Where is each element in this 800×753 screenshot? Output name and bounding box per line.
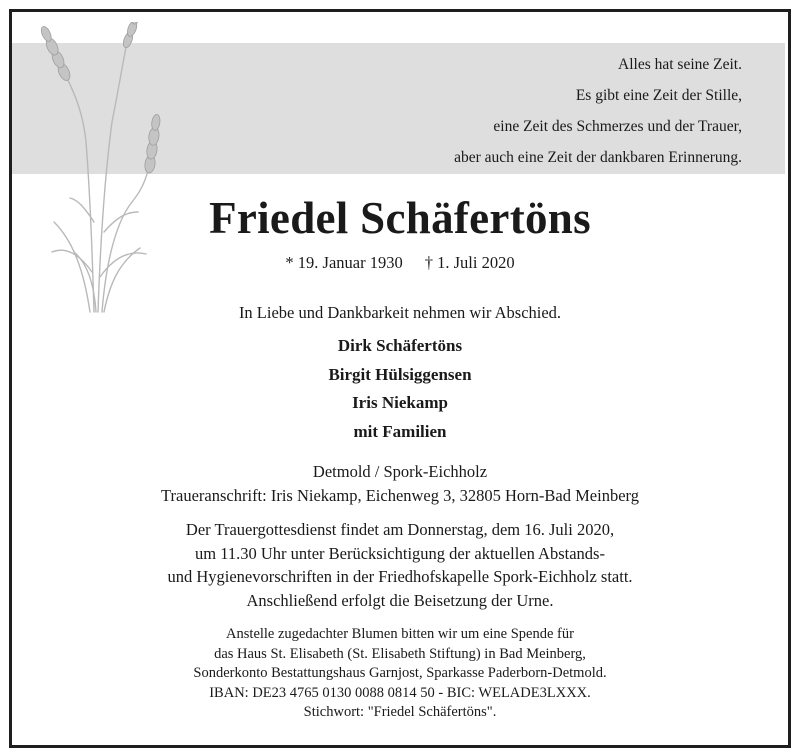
donation-line: Sonderkonto Bestattungshaus Garnjost, Sparkasse Paderborn-Detmold. — [193, 665, 607, 681]
deceased-name: Friedel Schäfertöns — [209, 193, 591, 243]
donation-info — [0, 625, 800, 723]
life-dates — [0, 251, 800, 275]
birth-date: * 19. Januar 1930 — [285, 253, 403, 272]
service-line: Anschließend erfolgt die Beisetzung der Urne. — [246, 590, 554, 610]
service-line: Der Trauergottesdienst findet am Donnerstag, dem 16. Juli 2020, — [185, 520, 615, 539]
quote-line: aber auch eine Zeit der dankbaren Erinnerung. — [454, 149, 742, 166]
mourners-list — [0, 332, 800, 446]
quote — [454, 49, 742, 173]
service-line: und Hygienevorschriften in der Friedhofskapelle Spork-Eichholz statt. — [167, 567, 633, 586]
mourner-name: Iris Niekamp — [352, 393, 448, 412]
donation-line: Stichwort: "Friedel Schäfertöns". — [303, 704, 497, 720]
farewell-intro: In Liebe und Dankbarkeit nehmen wir Abschied. — [238, 303, 562, 322]
donation-line: IBAN: DE23 4765 0130 0088 0814 50 - BIC: WELADE3LXXX. — [209, 684, 591, 701]
address-line: Traueranschrift: Iris Niekamp, Eichenweg 3, 32805 Horn-Bad Meinberg — [161, 485, 639, 505]
service-line: um 11.30 Uhr unter Berücksichtigung der aktuellen Abstands- — [195, 543, 605, 563]
death-date: † 1. Juli 2020 — [424, 253, 515, 272]
mourner-name: Dirk Schäfertöns — [337, 336, 463, 355]
donation-line: das Haus St. Elisabeth (St. Elisabeth Stiftung) in Bad Meinberg, — [214, 645, 586, 662]
mourning-address — [0, 460, 800, 507]
quote-line: Alles hat seine Zeit. — [618, 56, 742, 73]
mourner-name: Birgit Hülsiggensen — [328, 364, 472, 384]
mourner-name: mit Familien — [353, 421, 447, 441]
quote-line: eine Zeit des Schmerzes und der Trauer, — [493, 118, 742, 135]
donation-line: Anstelle zugedachter Blumen bitten wir um eine Spende für — [226, 626, 574, 642]
service-info — [0, 518, 800, 612]
quote-line: Es gibt eine Zeit der Stille, — [575, 87, 742, 104]
address-line: Detmold / Spork-Eichholz — [312, 462, 488, 481]
